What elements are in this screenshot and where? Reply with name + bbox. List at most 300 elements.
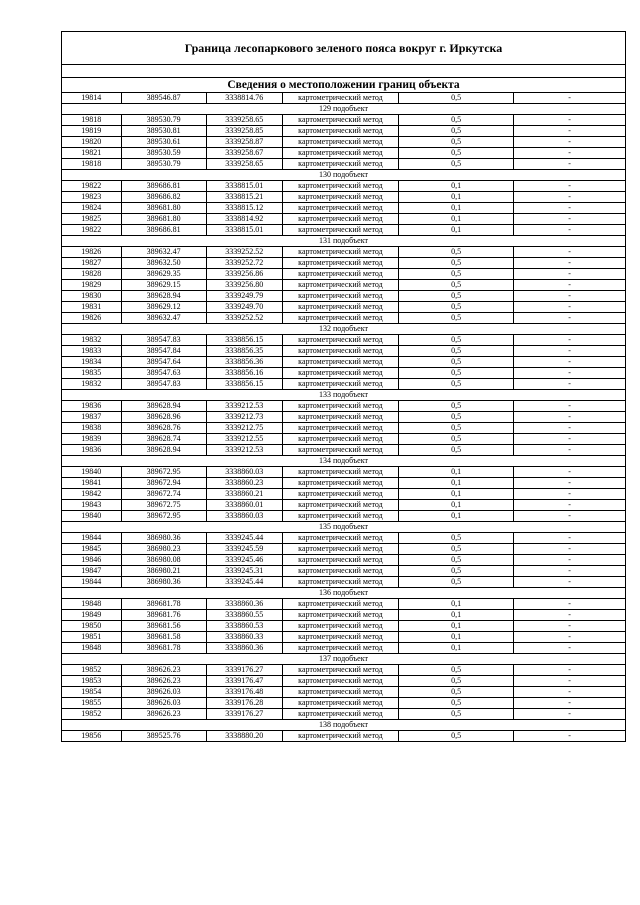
table-row bbox=[62, 423, 625, 434]
table-row bbox=[62, 555, 625, 566]
accuracy-cell: 0,5 bbox=[399, 126, 514, 137]
method-cell: картометрический метод bbox=[282, 566, 398, 577]
method-cell: картометрический метод bbox=[282, 643, 398, 654]
x-coordinate-cell: 389681.58 bbox=[121, 632, 206, 643]
x-coordinate-cell: 386980.08 bbox=[121, 555, 206, 566]
x-coordinate-cell: 389547.83 bbox=[121, 379, 206, 390]
point-id-cell: 19826 bbox=[62, 247, 121, 258]
accuracy-cell: 0,5 bbox=[399, 401, 514, 412]
y-coordinate-cell: 3339245.44 bbox=[206, 533, 282, 544]
subobject-label: 137 подобъект bbox=[62, 654, 625, 665]
method-cell: картометрический метод bbox=[282, 379, 398, 390]
point-id-cell: 19832 bbox=[62, 379, 121, 390]
accuracy-cell: 0,1 bbox=[399, 192, 514, 203]
accuracy-cell: 0,1 bbox=[399, 478, 514, 489]
accuracy-cell: 0,5 bbox=[399, 368, 514, 379]
point-id-cell: 19845 bbox=[62, 544, 121, 555]
point-id-cell: 19821 bbox=[62, 148, 121, 159]
subobject-label: 131 подобъект bbox=[62, 236, 625, 247]
point-id-cell: 19852 bbox=[62, 709, 121, 720]
method-cell: картометрический метод bbox=[282, 599, 398, 610]
accuracy-cell: 0,5 bbox=[399, 731, 514, 742]
y-coordinate-cell: 3338856.36 bbox=[206, 357, 282, 368]
table-row bbox=[62, 335, 625, 346]
x-coordinate-cell: 389681.78 bbox=[121, 643, 206, 654]
y-coordinate-cell: 3338815.12 bbox=[206, 203, 282, 214]
note-cell: - bbox=[514, 214, 625, 225]
method-cell: картометрический метод bbox=[282, 676, 398, 687]
method-cell: картометрический метод bbox=[282, 478, 398, 489]
subobject-row bbox=[62, 720, 625, 731]
subobject-label: 138 подобъект bbox=[62, 720, 625, 731]
table-row bbox=[62, 621, 625, 632]
y-coordinate-cell: 3338860.23 bbox=[206, 478, 282, 489]
table-row bbox=[62, 632, 625, 643]
x-coordinate-cell: 389547.84 bbox=[121, 346, 206, 357]
x-coordinate-cell: 389628.94 bbox=[121, 401, 206, 412]
method-cell: картометрический метод bbox=[282, 434, 398, 445]
accuracy-cell: 0,1 bbox=[399, 225, 514, 236]
x-coordinate-cell: 389629.12 bbox=[121, 302, 206, 313]
y-coordinate-cell: 3338860.36 bbox=[206, 599, 282, 610]
table-row bbox=[62, 93, 625, 104]
point-id-cell: 19825 bbox=[62, 214, 121, 225]
method-cell: картометрический метод bbox=[282, 214, 398, 225]
y-coordinate-cell: 3338860.36 bbox=[206, 643, 282, 654]
point-id-cell: 19824 bbox=[62, 203, 121, 214]
accuracy-cell: 0,5 bbox=[399, 357, 514, 368]
table-row bbox=[62, 203, 625, 214]
accuracy-cell: 0,1 bbox=[399, 214, 514, 225]
method-cell: картометрический метод bbox=[282, 148, 398, 159]
subobject-label: 134 подобъект bbox=[62, 456, 625, 467]
note-cell: - bbox=[514, 610, 625, 621]
table-row bbox=[62, 709, 625, 720]
accuracy-cell: 0,5 bbox=[399, 148, 514, 159]
note-cell: - bbox=[514, 192, 625, 203]
point-id-cell: 19833 bbox=[62, 346, 121, 357]
subobject-row bbox=[62, 390, 625, 401]
x-coordinate-cell: 386980.23 bbox=[121, 544, 206, 555]
y-coordinate-cell: 3338814.92 bbox=[206, 214, 282, 225]
note-cell: - bbox=[514, 115, 625, 126]
method-cell: картометрический метод bbox=[282, 632, 398, 643]
accuracy-cell: 0,1 bbox=[399, 621, 514, 632]
y-coordinate-cell: 3339176.27 bbox=[206, 709, 282, 720]
table-row bbox=[62, 643, 625, 654]
note-cell: - bbox=[514, 687, 625, 698]
table-row bbox=[62, 467, 625, 478]
x-coordinate-cell: 389672.95 bbox=[121, 511, 206, 522]
method-cell: картометрический метод bbox=[282, 665, 398, 676]
x-coordinate-cell: 389547.83 bbox=[121, 335, 206, 346]
method-cell: картометрический метод bbox=[282, 93, 398, 104]
method-cell: картометрический метод bbox=[282, 731, 398, 742]
table-row bbox=[62, 599, 625, 610]
accuracy-cell: 0,5 bbox=[399, 412, 514, 423]
accuracy-cell: 0,1 bbox=[399, 500, 514, 511]
x-coordinate-cell: 389681.80 bbox=[121, 203, 206, 214]
y-coordinate-cell: 3338815.21 bbox=[206, 192, 282, 203]
subobject-row bbox=[62, 324, 625, 335]
y-coordinate-cell: 3338815.01 bbox=[206, 225, 282, 236]
y-coordinate-cell: 3338860.21 bbox=[206, 489, 282, 500]
accuracy-cell: 0,5 bbox=[399, 313, 514, 324]
point-id-cell: 19839 bbox=[62, 434, 121, 445]
x-coordinate-cell: 389628.94 bbox=[121, 291, 206, 302]
table-row bbox=[62, 676, 625, 687]
accuracy-cell: 0,5 bbox=[399, 335, 514, 346]
x-coordinate-cell: 389628.76 bbox=[121, 423, 206, 434]
x-coordinate-cell: 389672.75 bbox=[121, 500, 206, 511]
accuracy-cell: 0,1 bbox=[399, 599, 514, 610]
note-cell: - bbox=[514, 445, 625, 456]
accuracy-cell: 0,1 bbox=[399, 489, 514, 500]
point-id-cell: 19855 bbox=[62, 698, 121, 709]
note-cell: - bbox=[514, 247, 625, 258]
accuracy-cell: 0,5 bbox=[399, 379, 514, 390]
method-cell: картометрический метод bbox=[282, 357, 398, 368]
accuracy-cell: 0,5 bbox=[399, 137, 514, 148]
point-id-cell: 19823 bbox=[62, 192, 121, 203]
y-coordinate-cell: 3338814.76 bbox=[206, 93, 282, 104]
point-id-cell: 19848 bbox=[62, 643, 121, 654]
point-id-cell: 19818 bbox=[62, 115, 121, 126]
table-row bbox=[62, 346, 625, 357]
note-cell: - bbox=[514, 159, 625, 170]
point-id-cell: 19853 bbox=[62, 676, 121, 687]
table-row bbox=[62, 126, 625, 137]
y-coordinate-cell: 3339212.53 bbox=[206, 445, 282, 456]
table-row bbox=[62, 368, 625, 379]
method-cell: картометрический метод bbox=[282, 247, 398, 258]
table-row bbox=[62, 302, 625, 313]
y-coordinate-cell: 3338856.15 bbox=[206, 379, 282, 390]
point-id-cell: 19826 bbox=[62, 313, 121, 324]
y-coordinate-cell: 3338860.33 bbox=[206, 632, 282, 643]
method-cell: картометрический метод bbox=[282, 225, 398, 236]
table-row bbox=[62, 148, 625, 159]
accuracy-cell: 0,5 bbox=[399, 115, 514, 126]
y-coordinate-cell: 3339256.86 bbox=[206, 269, 282, 280]
accuracy-cell: 0,5 bbox=[399, 159, 514, 170]
note-cell: - bbox=[514, 665, 625, 676]
method-cell: картометрический метод bbox=[282, 621, 398, 632]
table-row bbox=[62, 544, 625, 555]
accuracy-cell: 0,5 bbox=[399, 445, 514, 456]
method-cell: картометрический метод bbox=[282, 335, 398, 346]
point-id-cell: 19836 bbox=[62, 401, 121, 412]
point-id-cell: 19828 bbox=[62, 269, 121, 280]
accuracy-cell: 0,5 bbox=[399, 346, 514, 357]
y-coordinate-cell: 3339245.59 bbox=[206, 544, 282, 555]
subobject-row bbox=[62, 170, 625, 181]
subobject-row bbox=[62, 588, 625, 599]
method-cell: картометрический метод bbox=[282, 698, 398, 709]
table-row bbox=[62, 445, 625, 456]
x-coordinate-cell: 389628.74 bbox=[121, 434, 206, 445]
point-id-cell: 19852 bbox=[62, 665, 121, 676]
x-coordinate-cell: 389626.03 bbox=[121, 687, 206, 698]
method-cell: картометрический метод bbox=[282, 533, 398, 544]
y-coordinate-cell: 3338860.55 bbox=[206, 610, 282, 621]
y-coordinate-cell: 3339212.55 bbox=[206, 434, 282, 445]
accuracy-cell: 0,5 bbox=[399, 698, 514, 709]
x-coordinate-cell: 389629.15 bbox=[121, 280, 206, 291]
subobject-label: 136 подобъект bbox=[62, 588, 625, 599]
table-row bbox=[62, 478, 625, 489]
method-cell: картометрический метод bbox=[282, 511, 398, 522]
y-coordinate-cell: 3339249.70 bbox=[206, 302, 282, 313]
y-coordinate-cell: 3339258.85 bbox=[206, 126, 282, 137]
note-cell: - bbox=[514, 93, 625, 104]
accuracy-cell: 0,1 bbox=[399, 632, 514, 643]
x-coordinate-cell: 389629.35 bbox=[121, 269, 206, 280]
method-cell: картометрический метод bbox=[282, 577, 398, 588]
accuracy-cell: 0,5 bbox=[399, 566, 514, 577]
note-cell: - bbox=[514, 181, 625, 192]
method-cell: картометрический метод bbox=[282, 269, 398, 280]
y-coordinate-cell: 3339212.75 bbox=[206, 423, 282, 434]
table-row bbox=[62, 379, 625, 390]
point-id-cell: 19834 bbox=[62, 357, 121, 368]
subobject-row bbox=[62, 236, 625, 247]
table-row bbox=[62, 434, 625, 445]
point-id-cell: 19843 bbox=[62, 500, 121, 511]
point-id-cell: 19837 bbox=[62, 412, 121, 423]
note-cell: - bbox=[514, 258, 625, 269]
subobject-row bbox=[62, 456, 625, 467]
point-id-cell: 19856 bbox=[62, 731, 121, 742]
x-coordinate-cell: 389546.87 bbox=[121, 93, 206, 104]
point-id-cell: 19840 bbox=[62, 511, 121, 522]
method-cell: картометрический метод bbox=[282, 709, 398, 720]
method-cell: картометрический метод bbox=[282, 423, 398, 434]
point-id-cell: 19831 bbox=[62, 302, 121, 313]
subobject-label: 129 подобъект bbox=[62, 104, 625, 115]
x-coordinate-cell: 389681.76 bbox=[121, 610, 206, 621]
note-cell: - bbox=[514, 412, 625, 423]
subobject-label: 135 подобъект bbox=[62, 522, 625, 533]
subobject-label: 130 подобъект bbox=[62, 170, 625, 181]
table-row bbox=[62, 610, 625, 621]
table-body bbox=[62, 93, 625, 742]
table-row bbox=[62, 357, 625, 368]
note-cell: - bbox=[514, 280, 625, 291]
note-cell: - bbox=[514, 401, 625, 412]
method-cell: картометрический метод bbox=[282, 302, 398, 313]
accuracy-cell: 0,1 bbox=[399, 643, 514, 654]
table-row bbox=[62, 181, 625, 192]
point-id-cell: 19846 bbox=[62, 555, 121, 566]
note-cell: - bbox=[514, 731, 625, 742]
table-row bbox=[62, 247, 625, 258]
x-coordinate-cell: 389530.59 bbox=[121, 148, 206, 159]
y-coordinate-cell: 3338856.35 bbox=[206, 346, 282, 357]
y-coordinate-cell: 3339256.80 bbox=[206, 280, 282, 291]
accuracy-cell: 0,5 bbox=[399, 423, 514, 434]
x-coordinate-cell: 389628.96 bbox=[121, 412, 206, 423]
accuracy-cell: 0,5 bbox=[399, 577, 514, 588]
method-cell: картометрический метод bbox=[282, 115, 398, 126]
x-coordinate-cell: 389632.47 bbox=[121, 313, 206, 324]
subobject-row bbox=[62, 104, 625, 115]
x-coordinate-cell: 386980.36 bbox=[121, 533, 206, 544]
x-coordinate-cell: 389530.61 bbox=[121, 137, 206, 148]
x-coordinate-cell: 389547.63 bbox=[121, 368, 206, 379]
table-row bbox=[62, 489, 625, 500]
x-coordinate-cell: 389686.81 bbox=[121, 225, 206, 236]
note-cell: - bbox=[514, 643, 625, 654]
y-coordinate-cell: 3339258.67 bbox=[206, 148, 282, 159]
y-coordinate-cell: 3338880.20 bbox=[206, 731, 282, 742]
document-title: Граница лесопаркового зеленого пояса вокруг г. Иркутска bbox=[62, 32, 625, 65]
point-id-cell: 19848 bbox=[62, 599, 121, 610]
table-row bbox=[62, 511, 625, 522]
x-coordinate-cell: 389626.23 bbox=[121, 665, 206, 676]
point-id-cell: 19818 bbox=[62, 159, 121, 170]
y-coordinate-cell: 3338856.16 bbox=[206, 368, 282, 379]
subobject-row bbox=[62, 522, 625, 533]
accuracy-cell: 0,5 bbox=[399, 291, 514, 302]
point-id-cell: 19819 bbox=[62, 126, 121, 137]
note-cell: - bbox=[514, 467, 625, 478]
method-cell: картометрический метод bbox=[282, 368, 398, 379]
y-coordinate-cell: 3339258.65 bbox=[206, 159, 282, 170]
point-id-cell: 19842 bbox=[62, 489, 121, 500]
y-coordinate-cell: 3339245.46 bbox=[206, 555, 282, 566]
accuracy-cell: 0,5 bbox=[399, 555, 514, 566]
method-cell: картометрический метод bbox=[282, 412, 398, 423]
method-cell: картометрический метод bbox=[282, 555, 398, 566]
accuracy-cell: 0,1 bbox=[399, 203, 514, 214]
y-coordinate-cell: 3339249.79 bbox=[206, 291, 282, 302]
y-coordinate-cell: 3339176.48 bbox=[206, 687, 282, 698]
x-coordinate-cell: 389547.64 bbox=[121, 357, 206, 368]
note-cell: - bbox=[514, 500, 625, 511]
accuracy-cell: 0,1 bbox=[399, 467, 514, 478]
x-coordinate-cell: 389530.79 bbox=[121, 115, 206, 126]
table-row bbox=[62, 280, 625, 291]
accuracy-cell: 0,5 bbox=[399, 247, 514, 258]
boundary-coordinates-table bbox=[62, 92, 625, 741]
y-coordinate-cell: 3339252.52 bbox=[206, 247, 282, 258]
method-cell: картометрический метод bbox=[282, 346, 398, 357]
y-coordinate-cell: 3339252.52 bbox=[206, 313, 282, 324]
y-coordinate-cell: 3338860.03 bbox=[206, 511, 282, 522]
x-coordinate-cell: 389681.56 bbox=[121, 621, 206, 632]
method-cell: картометрический метод bbox=[282, 489, 398, 500]
method-cell: картометрический метод bbox=[282, 467, 398, 478]
method-cell: картометрический метод bbox=[282, 500, 398, 511]
point-id-cell: 19835 bbox=[62, 368, 121, 379]
method-cell: картометрический метод bbox=[282, 137, 398, 148]
note-cell: - bbox=[514, 489, 625, 500]
accuracy-cell: 0,5 bbox=[399, 687, 514, 698]
table-row bbox=[62, 137, 625, 148]
note-cell: - bbox=[514, 434, 625, 445]
note-cell: - bbox=[514, 137, 625, 148]
point-id-cell: 19822 bbox=[62, 225, 121, 236]
x-coordinate-cell: 389626.23 bbox=[121, 676, 206, 687]
method-cell: картометрический метод bbox=[282, 687, 398, 698]
point-id-cell: 19849 bbox=[62, 610, 121, 621]
accuracy-cell: 0,5 bbox=[399, 665, 514, 676]
table-row bbox=[62, 566, 625, 577]
method-cell: картометрический метод bbox=[282, 401, 398, 412]
point-id-cell: 19844 bbox=[62, 577, 121, 588]
x-coordinate-cell: 386980.36 bbox=[121, 577, 206, 588]
accuracy-cell: 0,5 bbox=[399, 676, 514, 687]
method-cell: картометрический метод bbox=[282, 291, 398, 302]
point-id-cell: 19840 bbox=[62, 467, 121, 478]
section-heading: Сведения о местоположении границ объекта bbox=[227, 79, 460, 91]
x-coordinate-cell: 389672.94 bbox=[121, 478, 206, 489]
x-coordinate-cell: 389626.03 bbox=[121, 698, 206, 709]
y-coordinate-cell: 3339258.87 bbox=[206, 137, 282, 148]
y-coordinate-cell: 3339176.27 bbox=[206, 665, 282, 676]
table-row bbox=[62, 577, 625, 588]
method-cell: картометрический метод bbox=[282, 258, 398, 269]
y-coordinate-cell: 3339212.53 bbox=[206, 401, 282, 412]
x-coordinate-cell: 389681.80 bbox=[121, 214, 206, 225]
accuracy-cell: 0,1 bbox=[399, 610, 514, 621]
table-row bbox=[62, 687, 625, 698]
accuracy-cell: 0,5 bbox=[399, 302, 514, 313]
accuracy-cell: 0,5 bbox=[399, 280, 514, 291]
x-coordinate-cell: 389632.50 bbox=[121, 258, 206, 269]
x-coordinate-cell: 389530.81 bbox=[121, 126, 206, 137]
note-cell: - bbox=[514, 148, 625, 159]
note-cell: - bbox=[514, 599, 625, 610]
y-coordinate-cell: 3338856.15 bbox=[206, 335, 282, 346]
table-row bbox=[62, 159, 625, 170]
x-coordinate-cell: 389626.23 bbox=[121, 709, 206, 720]
y-coordinate-cell: 3339245.31 bbox=[206, 566, 282, 577]
point-id-cell: 19832 bbox=[62, 335, 121, 346]
subobject-label: 133 подобъект bbox=[62, 390, 625, 401]
accuracy-cell: 0,5 bbox=[399, 709, 514, 720]
note-cell: - bbox=[514, 621, 625, 632]
table-row bbox=[62, 269, 625, 280]
accuracy-cell: 0,5 bbox=[399, 533, 514, 544]
note-cell: - bbox=[514, 478, 625, 489]
note-cell: - bbox=[514, 566, 625, 577]
x-coordinate-cell: 389672.95 bbox=[121, 467, 206, 478]
note-cell: - bbox=[514, 676, 625, 687]
method-cell: картометрический метод bbox=[282, 610, 398, 621]
y-coordinate-cell: 3339258.65 bbox=[206, 115, 282, 126]
note-cell: - bbox=[514, 126, 625, 137]
point-id-cell: 19830 bbox=[62, 291, 121, 302]
method-cell: картометрический метод bbox=[282, 544, 398, 555]
method-cell: картометрический метод bbox=[282, 159, 398, 170]
point-id-cell: 19844 bbox=[62, 533, 121, 544]
point-id-cell: 19827 bbox=[62, 258, 121, 269]
table-row bbox=[62, 291, 625, 302]
note-cell: - bbox=[514, 544, 625, 555]
method-cell: картометрический метод bbox=[282, 445, 398, 456]
table-row bbox=[62, 731, 625, 742]
point-id-cell: 19836 bbox=[62, 445, 121, 456]
x-coordinate-cell: 389672.74 bbox=[121, 489, 206, 500]
table-row bbox=[62, 192, 625, 203]
note-cell: - bbox=[514, 225, 625, 236]
x-coordinate-cell: 389530.79 bbox=[121, 159, 206, 170]
note-cell: - bbox=[514, 313, 625, 324]
note-cell: - bbox=[514, 368, 625, 379]
accuracy-cell: 0,5 bbox=[399, 93, 514, 104]
